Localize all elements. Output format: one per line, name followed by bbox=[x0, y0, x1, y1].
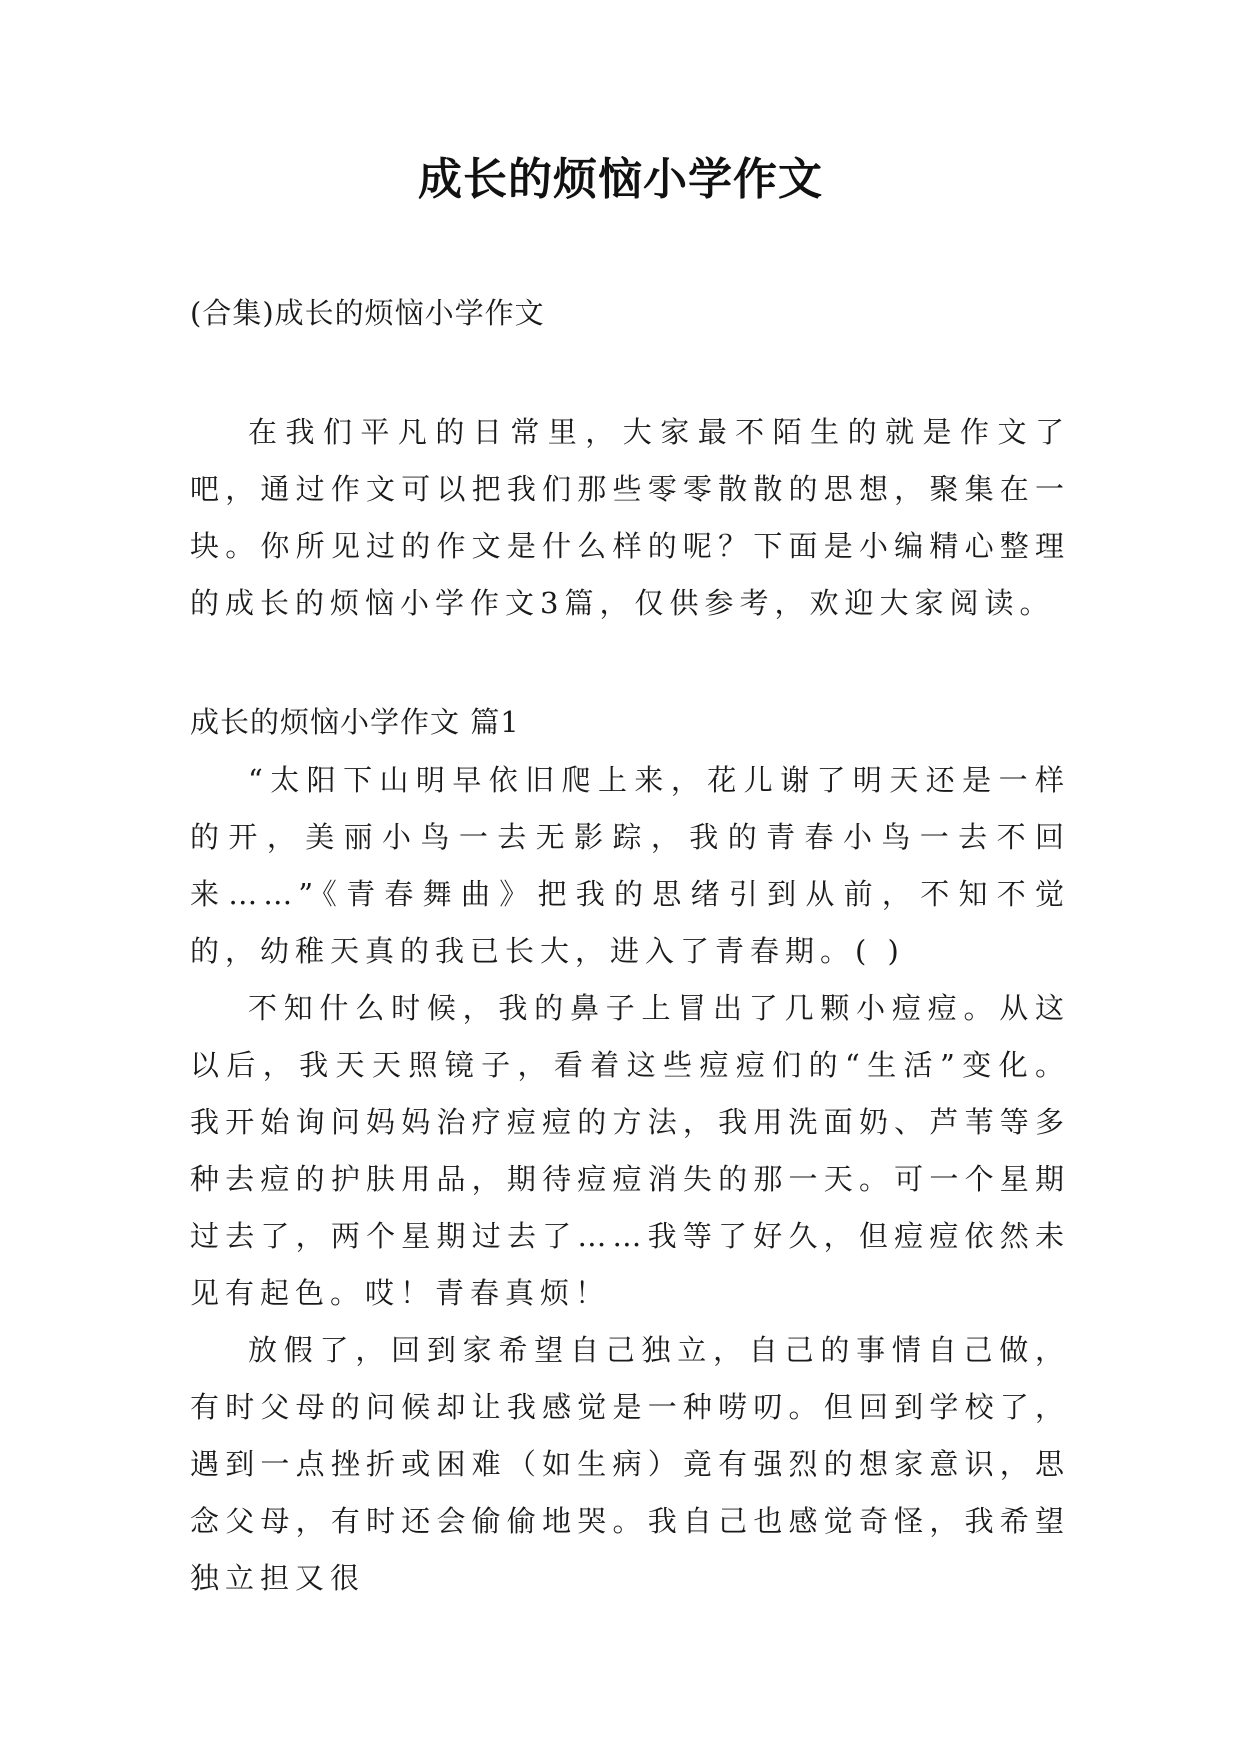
intro-paragraph: 在我们平凡的日常里，大家最不陌生的就是作文了吧，通过作文可以把我们那些零零散散的思想，聚集在一块。你所见过的作文是什么样的呢？下面是小编精心整理的成长的烦恼小学作文3篇，仅供参考，欢迎大家阅读。 bbox=[190, 415, 1070, 620]
essay-paragraph-2: 不知什么时候，我的鼻子上冒出了几颗小痘痘。从这以后，我天天照镜子，看着这些痘痘们的“生活”变化。我开始询问妈妈治疗痘痘的方法，我用洗面奶、芦苇等多种去痘的护肤用品，期待痘痘消失的那一天。可一个星期过去了，两个星期过去了……我等了好久，但痘痘依然未见有起色。哎！青春真烦！ bbox=[190, 991, 1070, 1310]
document-subtitle: (合集)成长的烦恼小学作文 bbox=[190, 296, 545, 330]
intro-block bbox=[190, 404, 1070, 632]
essay-paragraph-1: “太阳下山明早依旧爬上来，花儿谢了明天还是一样的开，美丽小鸟一去无影踪，我的青春小鸟一去不回来……”《青春舞曲》把我的思绪引到从前，不知不觉的，幼稚天真的我已长大，进入了青春期。( ) bbox=[190, 763, 1070, 968]
document-title: 成长的烦恼小学作文 bbox=[418, 154, 823, 205]
section-heading: 成长的烦恼小学作文 篇1 bbox=[190, 705, 520, 739]
essay-body bbox=[190, 752, 1070, 1607]
essay-paragraph-3: 放假了，回到家希望自己独立，自己的事情自己做，有时父母的问候却让我感觉是一种唠叨。但回到学校了，遇到一点挫折或困难（如生病）竟有强烈的想家意识，思念父母，有时还会偷偷地哭。我自己也感觉奇怪，我希望独立担又很 bbox=[190, 1333, 1070, 1595]
